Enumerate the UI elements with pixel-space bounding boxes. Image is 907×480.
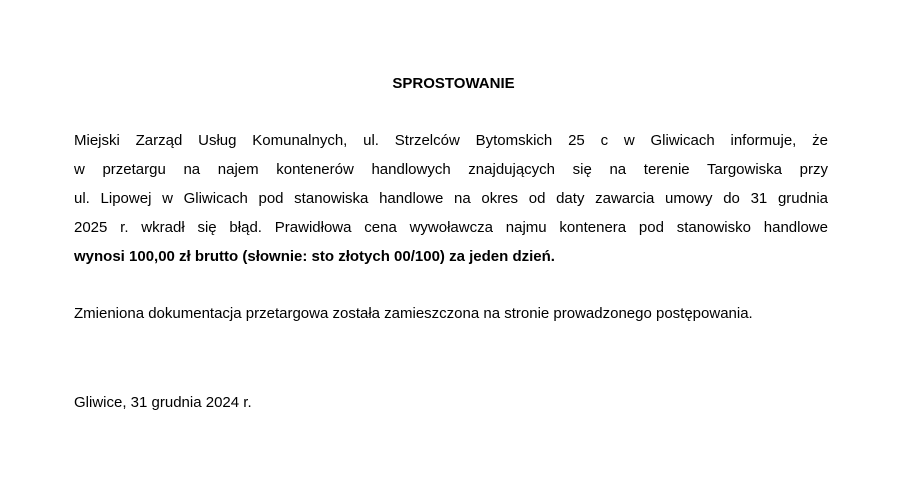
paragraph-line: w przetargu na najem kontenerów handlowych znajdujących się na terenie Targowiska przy xyxy=(74,161,828,178)
price-statement: wynosi 100,00 zł brutto (słownie: sto złotych 00/100) za jeden dzień. xyxy=(74,248,555,265)
document-title: SPROSTOWANIE xyxy=(392,75,515,92)
paragraph-line: 2025 r. wkradł się błąd. Prawidłowa cena wywoławcza najmu kontenera pod stanowisko handlowe xyxy=(74,219,828,236)
place-and-date: Gliwice, 31 grudnia 2024 r. xyxy=(74,394,252,411)
paragraph-line: ul. Lipowej w Gliwicach pod stanowiska handlowe na okres od daty zawarcia umowy do 31 grudnia xyxy=(74,190,828,207)
paragraph-line: Miejski Zarząd Usług Komunalnych, ul. Strzelców Bytomskich 25 c w Gliwicach informuje, że xyxy=(74,132,828,149)
documentation-paragraph: Zmieniona dokumentacja przetargowa została zamieszczona na stronie prowadzonego postępowania. xyxy=(74,305,753,322)
correction-paragraph xyxy=(74,126,828,271)
